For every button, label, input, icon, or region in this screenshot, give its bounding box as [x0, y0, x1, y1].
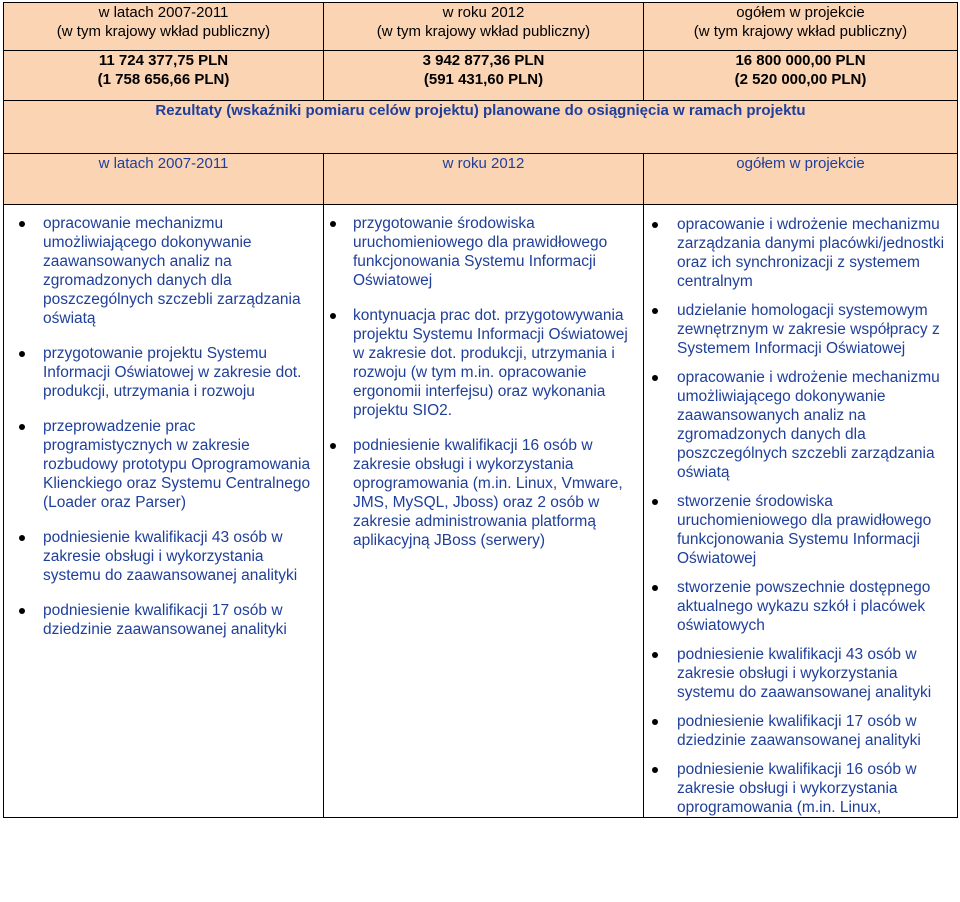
results-period-row [4, 154, 958, 205]
list-item [644, 760, 953, 817]
list-item [4, 417, 319, 512]
list-item [324, 214, 639, 290]
result-text: podniesienie kwalifikacji 43 osób w zakresie obsługi i wykorzystania systemu do zaawansowanej analityki [43, 529, 298, 584]
amount-cell [644, 51, 958, 101]
bullet-icon [19, 351, 25, 357]
result-text: opracowanie i wdrożenie mechanizmu zarządzania danymi placówki/jednostki oraz ich synchronizacji z systemem centralnym [677, 216, 945, 290]
list-item [644, 215, 953, 291]
bullet-icon [652, 719, 658, 725]
period-sublabel: (w tym krajowy wkład publiczny) [56, 23, 271, 40]
bullet-icon [19, 221, 25, 227]
result-text: podniesienie kwalifikacji 16 osób w zakresie obsługi i wykorzystania oprogramowania (m.in. Linux, [677, 761, 917, 816]
results-title: Rezultaty (wskaźniki pomiaru celów projektu) planowane do osiągnięcia w ramach projektu [4, 101, 958, 154]
list-item [644, 578, 953, 635]
results-list [4, 214, 323, 639]
list-item [4, 344, 319, 401]
results-column-total [644, 205, 958, 818]
period-sublabel: (w tym krajowy wkład publiczny) [376, 23, 591, 40]
bullet-icon [652, 585, 658, 591]
bullet-icon [19, 424, 25, 430]
bullet-icon [652, 222, 658, 228]
amount-row [4, 51, 958, 101]
results-column-2007-2011 [4, 205, 324, 818]
bullet-icon [19, 535, 25, 541]
amount-total: 11 724 377,75 PLN [98, 52, 229, 69]
amount-public: (591 431,60 PLN) [423, 71, 544, 88]
result-text: podniesienie kwalifikacji 17 osób w dziedzinie zaawansowanej analityki [677, 713, 921, 749]
bullet-icon [652, 308, 658, 314]
results-period-label: w latach 2007-2011 [4, 154, 324, 205]
results-column-2012 [324, 205, 644, 818]
period-header-cell [4, 3, 324, 51]
list-item [644, 645, 953, 702]
period-label: ogółem w projekcie [736, 4, 865, 21]
bullet-icon [330, 443, 336, 449]
period-label: w latach 2007-2011 [98, 4, 229, 21]
results-title-row [4, 101, 958, 154]
list-item [324, 306, 639, 420]
list-item [4, 214, 319, 328]
amount-total: 16 800 000,00 PLN [735, 52, 866, 69]
result-text: podniesienie kwalifikacji 16 osób w zakresie obsługi i wykorzystania oprogramowania (m.in. Linux, Vmware, JMS, MySQL, Jboss) oraz 2 osób w zakresie administrowania platformą aplikacyjną JBoss (serwery) [353, 437, 623, 549]
result-text: opracowanie i wdrożenie mechanizmu umożliwiającego dokonywanie zaawansowanych analiz na zgromadzonych danych dla poszczególnych szczebli zarządzania oświatą [677, 369, 940, 481]
bullet-icon [652, 499, 658, 505]
bullet-icon [652, 767, 658, 773]
results-list [324, 214, 643, 550]
list-item [4, 601, 319, 639]
result-text: podniesienie kwalifikacji 43 osób w zakresie obsługi i wykorzystania systemu do zaawansowanej analityki [677, 646, 932, 701]
result-text: przeprowadzenie prac programistycznych w zakresie rozbudowy prototypu Oprogramowania Klienckiego oraz Systemu Centralnego (Loader oraz Parser) [43, 418, 311, 511]
results-list [644, 215, 957, 817]
period-sublabel: (w tym krajowy wkład publiczny) [693, 23, 908, 40]
list-item [644, 301, 953, 358]
list-item [324, 436, 639, 550]
amount-public: (1 758 656,66 PLN) [97, 71, 230, 88]
bullet-icon [330, 221, 336, 227]
period-header-row [4, 3, 958, 51]
amount-total: 3 942 877,36 PLN [422, 52, 545, 69]
period-header-cell [324, 3, 644, 51]
period-header-cell [644, 3, 958, 51]
result-text: stworzenie powszechnie dostępnego aktualnego wykazu szkół i placówek oświatowych [677, 579, 931, 634]
budget-results-table [3, 2, 958, 818]
amount-public: (2 520 000,00 PLN) [734, 71, 867, 88]
result-text: udzielanie homologacji systemowym zewnętrznym w zakresie współpracy z Systemem Informacji Oświatowej [677, 302, 940, 357]
result-text: podniesienie kwalifikacji 17 osób w dziedzinie zaawansowanej analityki [43, 602, 287, 638]
list-item [644, 712, 953, 750]
bullet-icon [330, 313, 336, 319]
result-text: opracowanie mechanizmu umożliwiającego dokonywanie zaawansowanych analiz na zgromadzonych danych dla poszczególnych szczebli zarządzania oświatą [43, 215, 301, 327]
results-period-label: ogółem w projekcie [644, 154, 958, 205]
bullet-icon [652, 652, 658, 658]
results-body-row [4, 205, 958, 818]
list-item [644, 492, 953, 568]
period-label: w roku 2012 [442, 4, 525, 21]
result-text: kontynuacja prac dot. przygotowywania projektu Systemu Informacji Oświatowej w zakresie dot. produkcji, utrzymania i rozwoju (w tym m.in. opracowanie ergonomii interfejsu) oraz wykonania projektu SIO2. [353, 307, 628, 419]
bullet-icon [652, 375, 658, 381]
list-item [4, 528, 319, 585]
result-text: przygotowanie projektu Systemu Informacji Oświatowej w zakresie dot. produkcji, utrzymania i rozwoju [43, 345, 302, 400]
amount-cell [324, 51, 644, 101]
results-period-label: w roku 2012 [324, 154, 644, 205]
list-item [644, 368, 953, 482]
result-text: przygotowanie środowiska uruchomieniowego dla prawidłowego funkcjonowania Systemu Informacji Oświatowej [353, 215, 608, 289]
result-text: stworzenie środowiska uruchomieniowego dla prawidłowego funkcjonowania Systemu Informacji Oświatowej [677, 493, 932, 567]
amount-cell [4, 51, 324, 101]
bullet-icon [19, 608, 25, 614]
